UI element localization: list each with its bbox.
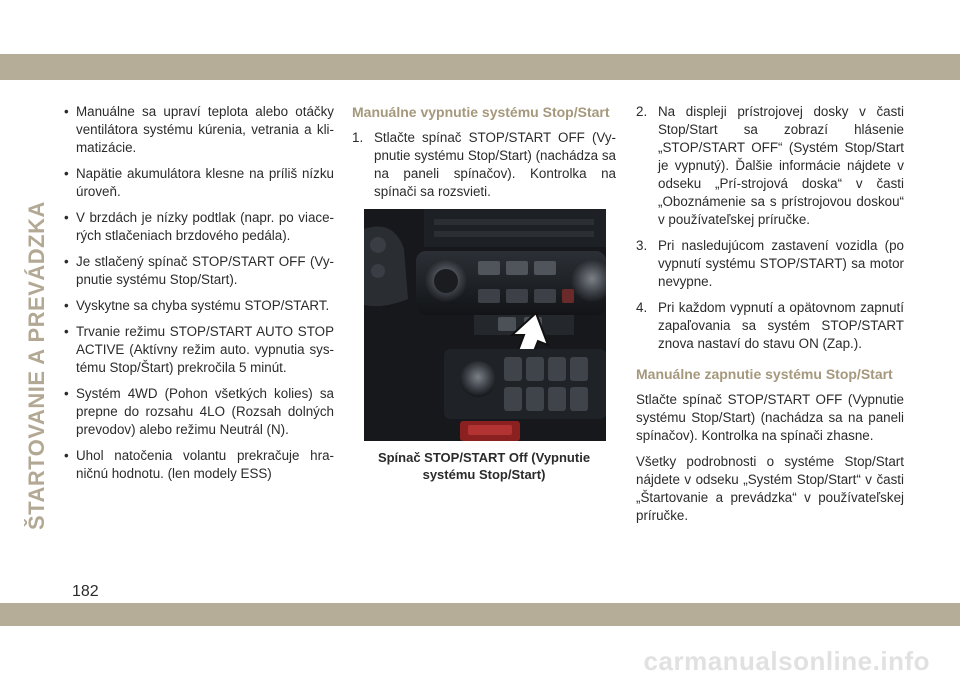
list-item: • Systém 4WD (Pohon všetkých kolies) sa prepne do rozsahu 4LO (Rozsah dolných prevodov) alebo režimu Neutrál (N). bbox=[64, 385, 334, 439]
dashboard-illustration bbox=[364, 209, 606, 441]
list-item: • Vyskytne sa chyba systému STOP/START. bbox=[64, 297, 334, 315]
right-column bbox=[636, 103, 904, 533]
header-band bbox=[0, 54, 960, 80]
middle-column bbox=[352, 103, 616, 483]
figure-caption: Spínač STOP/START Off (Vypnutie systému Stop/Start) bbox=[377, 450, 591, 482]
section-heading-manual-off: Manuálne vypnutie systému Stop/Start bbox=[352, 104, 610, 120]
section-heading-manual-on: Manuálne zapnutie systému Stop/Start bbox=[636, 366, 893, 382]
step-number: 1. bbox=[352, 130, 364, 145]
step-item bbox=[352, 129, 616, 201]
steps-list-continued bbox=[636, 103, 904, 353]
page-number: 182 bbox=[72, 583, 99, 600]
step-text: Stlačte spínač STOP/START OFF (Vy-pnutie systému Stop/Start) (nachádza sa na paneli spínačov). Kontrolka na spínači sa rozsvieti. bbox=[374, 130, 616, 199]
step-text: Pri nasledujúcom zastavení vozidla (po vypnutí systému STOP/START) sa motor nevypne. bbox=[658, 238, 904, 289]
list-item: • Trvanie režimu STOP/START AUTO STOP ACTIVE (Aktívny režim auto. vypnutia sys-tému Stop/Štart) prekročila 5 minút. bbox=[64, 323, 334, 377]
switch-panel-photo bbox=[364, 209, 606, 441]
footer-band bbox=[0, 603, 960, 626]
list-item: • Uhol natočenia volantu prekračuje hra-ničnú hodnotu. (len modely ESS) bbox=[64, 447, 334, 483]
section-side-title: ŠTARTOVANIE A PREVÁDZKA bbox=[24, 201, 49, 530]
step-item bbox=[636, 299, 904, 353]
left-column bbox=[64, 103, 334, 491]
steps-list bbox=[352, 129, 616, 201]
watermark: carmanualsonline.info bbox=[643, 646, 930, 676]
condition-list bbox=[64, 103, 334, 483]
list-item: • Manuálne sa upraví teplota alebo otáčky ventilátora systému kúrenia, vetrania a kli-matizácie. bbox=[64, 103, 334, 157]
step-item bbox=[636, 103, 904, 229]
step-text: Na displeji prístrojovej dosky v časti Stop/Start sa zobrazí hlásenie „STOP/START OFF“ (Systém Stop/Start je vypnutý). Ďalšie informácie nájdete v odseku „Prí-strojová doska“ v časti „Oboznámenie sa s prístrojovou doskou“ v používateľskej príručke. bbox=[658, 104, 904, 227]
step-number: 2. bbox=[636, 104, 648, 119]
paragraph: Všetky podrobnosti o systéme Stop/Start nájdete v odseku „Systém Stop/Start“ v časti „Štartovanie a prevádzka“ v používateľskej príručke. bbox=[636, 454, 904, 523]
step-number: 3. bbox=[636, 238, 648, 253]
step-item bbox=[636, 237, 904, 291]
paragraph: Stlačte spínač STOP/START OFF (Vypnutie systému Stop/Start) (nachádza sa na paneli spínačov). Kontrolka na spínači zhasne. bbox=[636, 392, 904, 443]
list-item: • Je stlačený spínač STOP/START OFF (Vy-pnutie systému Stop/Start). bbox=[64, 253, 334, 289]
list-item: • V brzdách je nízky podtlak (napr. po viace-rých stlačeniach brzdového pedála). bbox=[64, 209, 334, 245]
step-number: 4. bbox=[636, 300, 648, 315]
step-text: Pri každom vypnutí a opätovnom zapnutí zapaľovania sa systém STOP/START znova nastaví do stavu ON (Zap.). bbox=[658, 300, 904, 351]
list-item: • Napätie akumulátora klesne na príliš nízku úroveň. bbox=[64, 165, 334, 201]
